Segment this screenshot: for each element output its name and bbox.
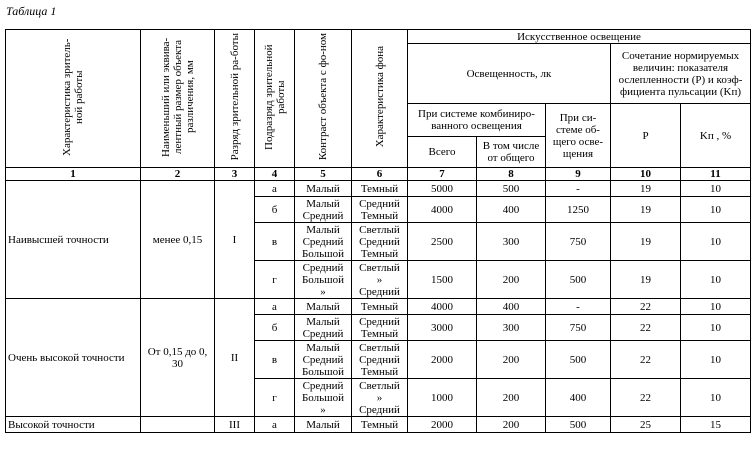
header-incl-general: В том числе от общего	[477, 137, 546, 168]
contrast-value: »	[320, 285, 326, 298]
glare-index-p: 22	[611, 315, 681, 341]
work-subcategory: б	[255, 315, 295, 341]
illuminance-total: 1000	[408, 379, 477, 417]
glare-index-p: 25	[611, 417, 681, 433]
glare-index-p: 22	[611, 341, 681, 379]
header-p: Р	[611, 104, 681, 168]
background-value: Средний	[359, 235, 400, 248]
work-subcategory: а	[255, 181, 295, 197]
col-number: 1	[6, 168, 141, 181]
glare-index-p: 19	[611, 181, 681, 197]
header-background: Характеристика фона	[352, 30, 408, 168]
glare-index-p: 22	[611, 299, 681, 315]
table-row	[6, 181, 751, 197]
contrast-cell	[295, 261, 352, 299]
background-value: Средний	[359, 353, 400, 366]
contrast-value: Малый	[306, 300, 340, 313]
header-combination: Сочетание нормируемых величин: показателя ослепленности (Р) и коэф-фициента пульсации (Kп)	[611, 44, 751, 104]
contrast-value: Средний	[302, 261, 344, 274]
column-numbers-row	[6, 168, 751, 181]
background-value: Темный	[360, 209, 399, 222]
background-value: Темный	[360, 247, 399, 260]
header-artificial-lighting: Искусственное освещение	[408, 30, 751, 44]
table-row	[6, 417, 751, 433]
col-number: 7	[408, 168, 477, 181]
contrast-value: Средний	[302, 379, 344, 392]
work-subcategory: в	[255, 341, 295, 379]
illuminance-general-system: 500	[546, 341, 611, 379]
work-category: I	[215, 181, 255, 299]
contrast-cell	[295, 181, 352, 197]
work-subcategory: б	[255, 197, 295, 223]
work-subcategory: г	[255, 261, 295, 299]
illuminance-general-system: 750	[546, 223, 611, 261]
background-value: Светлый	[359, 379, 400, 392]
work-subcategory: а	[255, 299, 295, 315]
illuminance-general-part: 300	[477, 223, 546, 261]
object-size	[141, 417, 215, 433]
contrast-value: Малый	[306, 182, 340, 195]
background-value: Светлый	[359, 223, 400, 236]
object-size: менее 0,15	[141, 181, 215, 299]
glare-index-p: 19	[611, 223, 681, 261]
pulsation-kp: 10	[681, 261, 751, 299]
illuminance-general-system: 750	[546, 315, 611, 341]
illuminance-general-system: 500	[546, 261, 611, 299]
header-total: Всего	[408, 137, 477, 168]
contrast-cell	[295, 417, 352, 433]
illuminance-general-system: -	[546, 299, 611, 315]
header-general-system: При си-стеме об-щего осве-щения	[546, 104, 611, 168]
illuminance-general-part: 300	[477, 315, 546, 341]
header-characteristic: Характеристика зритель-ной работы	[6, 30, 141, 168]
contrast-value: Средний	[302, 235, 344, 248]
pulsation-kp: 10	[681, 181, 751, 197]
work-characteristic: Наивысшей точности	[6, 181, 141, 299]
contrast-value: Средний	[302, 209, 344, 222]
header-work-category: Разряд зрительной ра-боты	[215, 30, 255, 168]
glare-index-p: 19	[611, 197, 681, 223]
contrast-value: Малый	[306, 315, 340, 328]
contrast-value: Большой	[301, 391, 345, 404]
contrast-cell	[295, 379, 352, 417]
background-value: »	[376, 391, 383, 404]
background-value: Светлый	[359, 261, 400, 274]
work-subcategory: в	[255, 223, 295, 261]
background-cell	[352, 223, 408, 261]
illuminance-general-part: 400	[477, 299, 546, 315]
pulsation-kp: 15	[681, 417, 751, 433]
contrast-value: Большой	[301, 365, 345, 378]
object-size: От 0,15 до 0, 30	[141, 299, 215, 417]
contrast-value: Большой	[301, 273, 345, 286]
table-row	[6, 299, 751, 315]
contrast-value: Малый	[306, 223, 340, 236]
background-cell	[352, 379, 408, 417]
background-value: »	[376, 273, 383, 286]
work-category: III	[215, 417, 255, 433]
illuminance-general-system: 400	[546, 379, 611, 417]
illuminance-general-part: 500	[477, 181, 546, 197]
background-value: Средний	[359, 403, 400, 416]
col-number: 11	[681, 168, 751, 181]
illuminance-general-system: -	[546, 181, 611, 197]
header-combined-system: При системе комбиниро-ванного освещения	[408, 104, 546, 137]
illuminance-total: 2500	[408, 223, 477, 261]
illuminance-total: 2000	[408, 417, 477, 433]
illuminance-general-system: 1250	[546, 197, 611, 223]
background-value: Светлый	[359, 341, 400, 354]
col-number: 9	[546, 168, 611, 181]
col-number: 10	[611, 168, 681, 181]
work-subcategory: а	[255, 417, 295, 433]
col-number: 3	[215, 168, 255, 181]
background-cell	[352, 261, 408, 299]
illuminance-total: 5000	[408, 181, 477, 197]
background-cell	[352, 315, 408, 341]
background-value: Темный	[360, 327, 399, 340]
background-cell	[352, 299, 408, 315]
work-subcategory: г	[255, 379, 295, 417]
contrast-cell	[295, 299, 352, 315]
header-contrast: Контраст объекта с фо-ном	[295, 30, 352, 168]
background-cell	[352, 341, 408, 379]
illuminance-total: 4000	[408, 299, 477, 315]
background-value: Темный	[360, 418, 399, 431]
illuminance-general-part: 200	[477, 417, 546, 433]
header-kp: Kп , %	[681, 104, 751, 168]
illuminance-general-part: 400	[477, 197, 546, 223]
background-value: Темный	[360, 365, 399, 378]
contrast-value: Малый	[306, 341, 340, 354]
work-characteristic: Очень высокой точности	[6, 299, 141, 417]
contrast-cell	[295, 223, 352, 261]
illuminance-total: 2000	[408, 341, 477, 379]
contrast-value: »	[320, 403, 326, 416]
background-value: Темный	[360, 300, 399, 313]
illuminance-general-part: 200	[477, 341, 546, 379]
col-number: 4	[255, 168, 295, 181]
contrast-cell	[295, 197, 352, 223]
pulsation-kp: 10	[681, 341, 751, 379]
header-illuminance: Освещенность, лк	[408, 44, 611, 104]
glare-index-p: 22	[611, 379, 681, 417]
background-value: Темный	[360, 182, 399, 195]
col-number: 6	[352, 168, 408, 181]
contrast-cell	[295, 315, 352, 341]
illuminance-total: 1500	[408, 261, 477, 299]
background-value: Средний	[359, 197, 400, 210]
work-characteristic: Высокой точности	[6, 417, 141, 433]
contrast-value: Малый	[306, 197, 340, 210]
col-number: 8	[477, 168, 546, 181]
col-number: 5	[295, 168, 352, 181]
table-body	[6, 181, 751, 433]
pulsation-kp: 10	[681, 315, 751, 341]
pulsation-kp: 10	[681, 299, 751, 315]
illuminance-general-system: 500	[546, 417, 611, 433]
background-value: Средний	[359, 315, 400, 328]
contrast-value: Средний	[302, 327, 344, 340]
lighting-norms-table	[5, 29, 751, 433]
pulsation-kp: 10	[681, 379, 751, 417]
contrast-cell	[295, 341, 352, 379]
table-caption: Таблица 1	[6, 4, 57, 18]
background-cell	[352, 197, 408, 223]
header-object-size: Наименьший или эквива-лентный размер объекта различения, мм	[141, 30, 215, 168]
background-cell	[352, 417, 408, 433]
illuminance-total: 3000	[408, 315, 477, 341]
illuminance-total: 4000	[408, 197, 477, 223]
contrast-value: Средний	[302, 353, 344, 366]
background-value: Средний	[359, 285, 400, 298]
illuminance-general-part: 200	[477, 379, 546, 417]
pulsation-kp: 10	[681, 197, 751, 223]
pulsation-kp: 10	[681, 223, 751, 261]
illuminance-general-part: 200	[477, 261, 546, 299]
work-category: II	[215, 299, 255, 417]
contrast-value: Малый	[306, 418, 340, 431]
col-number: 2	[141, 168, 215, 181]
glare-index-p: 19	[611, 261, 681, 299]
contrast-value: Большой	[301, 247, 345, 260]
background-cell	[352, 181, 408, 197]
header-work-subcategory: Подразряд зрительной работы	[255, 30, 295, 168]
